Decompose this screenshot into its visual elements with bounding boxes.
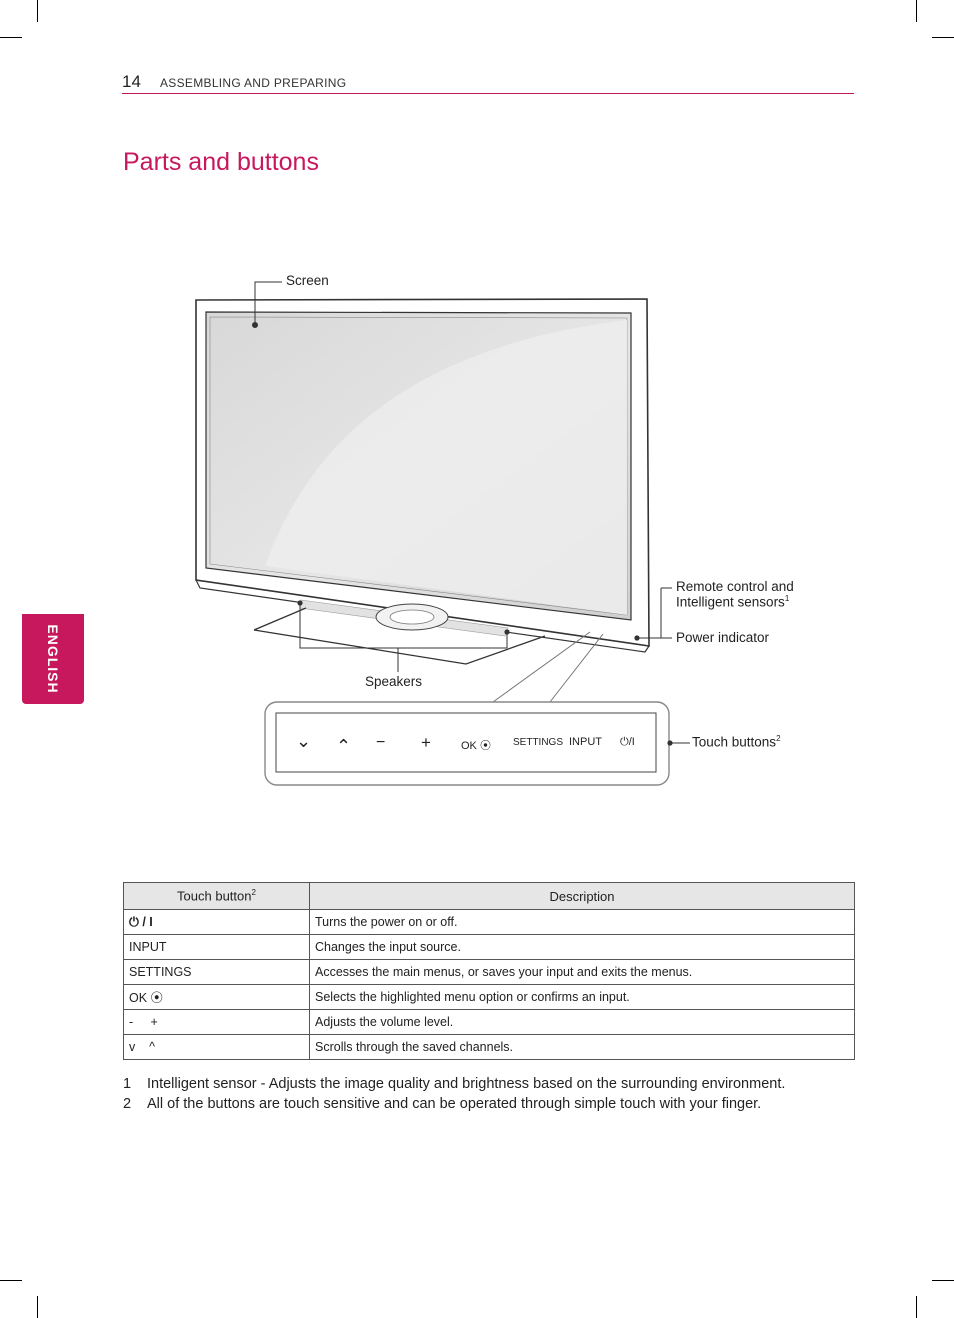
input-button-label: INPUT: [569, 736, 602, 748]
description-cell: Selects the highlighted menu option or confirms an input.: [310, 985, 855, 1010]
page-title: Parts and buttons: [123, 148, 319, 176]
ok-button-label: OK ⦿: [461, 740, 491, 752]
footnote-number: 2: [123, 1096, 132, 1112]
channel-down-icon: ⌄: [296, 731, 312, 751]
volume-up-icon: +: [421, 733, 431, 752]
power-icon: ⏻/I: [620, 736, 635, 748]
button-cell: INPUT: [124, 935, 310, 960]
remote-sensor-label: [676, 579, 794, 610]
screen-label: Screen: [286, 273, 329, 288]
description-cell: Adjusts the volume level.: [310, 1010, 855, 1035]
description-cell: Changes the input source.: [310, 935, 855, 960]
footnote-text: All of the buttons are touch sensitive and can be operated through simple touch with your finger.: [147, 1096, 762, 1112]
section-title: ASSEMBLING AND PREPARING: [160, 76, 347, 90]
remote-sensor-line1: Remote control and: [676, 579, 794, 594]
touch-buttons-text: Touch buttons: [692, 734, 777, 750]
table-header-row: [124, 883, 855, 910]
table-header-description: Description: [310, 883, 855, 910]
table-row: [124, 1010, 855, 1035]
table-row: [124, 985, 855, 1010]
crop-mark: [932, 1280, 954, 1281]
description-cell: Scrolls through the saved channels.: [310, 1035, 855, 1060]
touch-buttons-label: [692, 734, 781, 750]
volume-down-icon: −: [376, 734, 386, 751]
button-cell: - +: [124, 1010, 310, 1035]
footnote-ref: 2: [776, 734, 781, 743]
description-cell: Accesses the main menus, or saves your input and exits the menus.: [310, 960, 855, 985]
crop-mark: [37, 1296, 38, 1318]
language-tab-label: ENGLISH: [45, 624, 61, 694]
button-cell: OK ⦿: [124, 985, 310, 1010]
footnote: [123, 1096, 761, 1112]
remote-sensor-line2: Intelligent sensors: [676, 594, 785, 610]
table-row: [124, 1035, 855, 1060]
button-cell: SETTINGS: [124, 960, 310, 985]
footnote-ref: 1: [784, 594, 790, 603]
footnote-text: Intelligent sensor - Adjusts the image quality and brightness based on the surrounding environment.: [147, 1076, 786, 1092]
footnote: [123, 1076, 785, 1092]
table-row: [124, 935, 855, 960]
touch-button-table: [123, 882, 855, 1060]
table-row: [124, 910, 855, 935]
page-number: 14: [122, 72, 141, 91]
channel-up-icon: ⌃: [336, 736, 352, 756]
description-cell: Turns the power on or off.: [310, 910, 855, 935]
power-indicator-label: Power indicator: [676, 630, 770, 645]
table-row: [124, 960, 855, 985]
table-header-button: Touch button$^2$: [124, 883, 310, 910]
button-cell: v ^: [124, 1035, 310, 1060]
settings-button-label: SETTINGS: [513, 737, 564, 748]
button-cell: ⏻ / I: [124, 910, 310, 935]
speakers-label: Speakers: [365, 674, 423, 689]
crop-mark: [916, 1296, 917, 1318]
crop-mark: [0, 1280, 22, 1281]
footnote-number: 1: [123, 1076, 132, 1092]
